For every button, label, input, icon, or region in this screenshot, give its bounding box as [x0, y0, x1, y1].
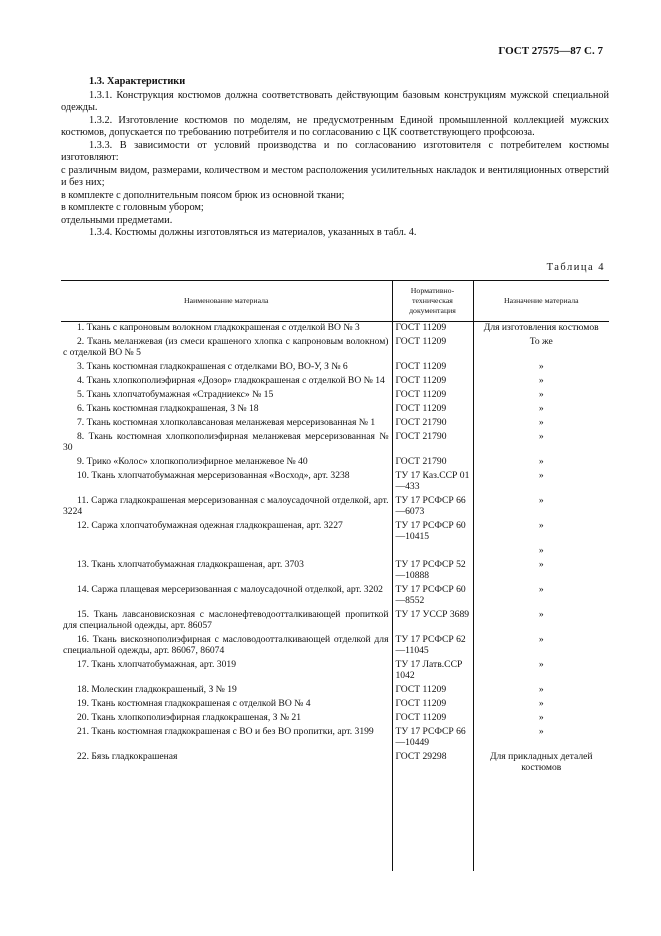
- documentation-cell: ТУ 17 Каз.ССР 01—433: [392, 470, 473, 495]
- purpose-cell: »: [538, 470, 544, 481]
- section-body: [61, 76, 609, 240]
- purpose-cell: »: [538, 559, 544, 570]
- table-row: [61, 375, 609, 389]
- page-header: ГОСТ 27575—87 С. 7: [498, 45, 603, 57]
- table-row: [61, 389, 609, 403]
- material-name: Ткань костюмная гладкокрашеная, З № 18: [86, 403, 259, 414]
- material-name-cell: [61, 495, 392, 520]
- header-documentation: Нормативно-техническая документация: [392, 281, 473, 322]
- material-name-cell: [61, 431, 392, 456]
- purpose-cell: »: [538, 456, 544, 467]
- material-name: Саржа хлопчатобумажная одежная гладкокрашеная, арт. 3227: [91, 520, 343, 531]
- material-name: Ткань с капроновым волокном гладкокрашеная с отделкой ВО № 3: [86, 322, 360, 333]
- row-number: 2.: [77, 336, 85, 347]
- material-name-cell: [61, 712, 392, 726]
- row-number: 22.: [77, 751, 89, 762]
- material-name-cell: [61, 609, 392, 634]
- table-row: [61, 684, 609, 698]
- purpose-cell: То же: [529, 336, 553, 347]
- material-name: Саржа плащевая мерсеризованная с малоусадочной отделкой, арт. 3202: [91, 584, 383, 595]
- material-name: Ткань хлопкополиэфирная гладкокрашеная, З № 21: [91, 712, 301, 723]
- material-name: Бязь гладкокрашеная: [91, 751, 178, 762]
- table-row: [61, 456, 609, 470]
- row-number: 17.: [77, 659, 89, 670]
- section-title: 1.3. Характеристики: [89, 76, 186, 87]
- purpose-cell: »: [538, 375, 544, 386]
- table-filler-row: [61, 776, 609, 871]
- empty-cell: [392, 545, 473, 559]
- purpose-cell: »: [538, 361, 544, 372]
- paragraph: в комплекте с головным убором;: [61, 202, 204, 213]
- paragraph: 1.3.1. Конструкция костюмов должна соответствовать действующим базовым конструкциям мужской специальной одежды.: [61, 89, 609, 113]
- purpose-cell: Для прикладных деталей костюмов: [489, 751, 593, 773]
- material-name: Ткань хлопчатобумажная, арт. 3019: [91, 659, 236, 670]
- table-row: [61, 470, 609, 495]
- material-name: Ткань костюмная хлопколавсановая меланжевая мерсеризованная № 1: [86, 417, 376, 428]
- documentation-cell: ГОСТ 21790: [392, 456, 473, 470]
- material-name-cell: [61, 403, 392, 417]
- material-name: Ткань хлопкополиэфирная «Дозор» гладкокрашеная с отделкой ВО № 14: [86, 375, 385, 386]
- table-row: [61, 751, 609, 776]
- documentation-cell: ГОСТ 29298: [392, 751, 473, 776]
- material-name-cell: [61, 751, 392, 776]
- row-number: 21.: [77, 726, 89, 737]
- material-name: Ткань лавсановискозная с маслонефтеводоотталкивающей пропиткой для специальной одежды, арт. 86057: [63, 609, 389, 631]
- material-name-cell: [61, 584, 392, 609]
- purpose-cell: »: [538, 495, 544, 506]
- row-number: 14.: [77, 584, 89, 595]
- table-row: [61, 361, 609, 375]
- paragraph: отдельными предметами.: [61, 214, 173, 226]
- purpose-cell: »: [538, 609, 544, 620]
- row-number: 16.: [77, 634, 89, 645]
- documentation-cell: ГОСТ 11209: [392, 389, 473, 403]
- material-name: Ткань костюмная гладкокрашеная с отделками ВО, ВО-У, З № 6: [86, 361, 348, 372]
- row-number: 11.: [77, 495, 89, 506]
- table-row: [61, 634, 609, 659]
- empty-cell: [61, 776, 392, 871]
- documentation-cell: ТУ 17 РСФСР 52—10888: [392, 559, 473, 584]
- documentation-cell: ТУ 17 Латв.ССР 1042: [392, 659, 473, 684]
- paragraph: 1.3.3. В зависимости от условий производства и по согласованию изготовителя с потребителем костюмы изготовляют:: [61, 139, 609, 163]
- material-name-cell: [61, 659, 392, 684]
- table-row: [61, 712, 609, 726]
- material-name: Саржа гладкокрашеная мерсеризованная с малоусадочной отделкой, арт. 3224: [63, 495, 389, 517]
- material-name-cell: [61, 698, 392, 712]
- material-name: Ткань хлопчатобумажная гладкокрашеная, арт. 3703: [91, 559, 304, 570]
- table-header-row: [61, 281, 609, 322]
- documentation-cell: ГОСТ 11209: [392, 698, 473, 712]
- documentation-cell: ТУ 17 РСФСР 60—8552: [392, 584, 473, 609]
- paragraph: в комплекте с дополнительным поясом брюк из основной ткани;: [61, 189, 345, 201]
- documentation-cell: ТУ 17 РСФСР 62—11045: [392, 634, 473, 659]
- documentation-cell: ГОСТ 11209: [392, 712, 473, 726]
- purpose-cell: »: [538, 712, 544, 723]
- material-name: Ткань костюмная гладкокрашеная с ВО и без ВО пропитки, арт. 3199: [91, 726, 374, 737]
- table-row: [61, 584, 609, 609]
- material-name-cell: [61, 684, 392, 698]
- material-name: Молескин гладкокрашеный, З № 19: [91, 684, 237, 695]
- table-row: [61, 698, 609, 712]
- documentation-cell: ГОСТ 11209: [392, 336, 473, 361]
- row-number: 5.: [77, 389, 85, 400]
- documentation-cell: ГОСТ 21790: [392, 417, 473, 431]
- documentation-cell: ГОСТ 11209: [392, 375, 473, 389]
- material-name: Ткань хлопчатобумажная мерсеризованная «Восход», арт. 3238: [91, 470, 350, 481]
- material-name-cell: [61, 520, 392, 545]
- paragraph: с различным видом, размерами, количеством и местом расположения усилительных накладок и вентиляционных отверстий и без них;: [61, 164, 609, 188]
- purpose-cell: »: [538, 417, 544, 428]
- material-name: Трико «Колос» хлопкополиэфирное меланжевое № 40: [86, 456, 308, 467]
- row-number: 3.: [77, 361, 85, 372]
- table-row: [61, 545, 609, 559]
- purpose-cell: »: [538, 403, 544, 414]
- table-caption: Таблица 4: [546, 262, 605, 273]
- table-row: [61, 726, 609, 751]
- purpose-cell: Для изготовления костюмов: [483, 322, 599, 333]
- table-row: [61, 609, 609, 634]
- purpose-cell: »: [538, 684, 544, 695]
- row-number: 20.: [77, 712, 89, 723]
- documentation-cell: ГОСТ 11209: [392, 361, 473, 375]
- row-number: 9.: [77, 456, 85, 467]
- row-number: 18.: [77, 684, 89, 695]
- paragraph: 1.3.4. Костюмы должны изготовляться из материалов, указанных в табл. 4.: [89, 227, 417, 238]
- row-number: 19.: [77, 698, 89, 709]
- documentation-cell: ГОСТ 11209: [392, 403, 473, 417]
- purpose-cell: »: [538, 698, 544, 709]
- material-name: Ткань хлопчатобумажная «Страдниекс» № 15: [86, 389, 274, 400]
- purpose-cell: »: [538, 659, 544, 670]
- material-name: Ткань вискознополиэфирная с масловодоотталкивающей отделкой для специальной одежды, арт. 86067, 86074: [63, 634, 389, 656]
- material-name-cell: [61, 375, 392, 389]
- table-row: [61, 559, 609, 584]
- materials-table: [61, 280, 609, 871]
- purpose-cell: »: [538, 520, 544, 531]
- row-number: 10.: [77, 470, 89, 481]
- purpose-cell: »: [538, 584, 544, 595]
- table-row: [61, 417, 609, 431]
- table-row: [61, 659, 609, 684]
- row-number: 15.: [77, 609, 89, 620]
- table-row: [61, 403, 609, 417]
- purpose-cell: »: [538, 545, 544, 556]
- paragraph: 1.3.2. Изготовление костюмов по моделям, не предусмотренным Единой промышленной коллекцией мужских костюмов, допускается по требованию потребителя и по согласованию с ЦК соответствующего профсоюза.: [61, 114, 609, 138]
- header-purpose: Назначение материала: [473, 281, 609, 322]
- documentation-cell: ГОСТ 21790: [392, 431, 473, 456]
- material-name: Ткань костюмная хлопкополиэфирная меланжевая мерсеризованная № 30: [63, 431, 389, 453]
- row-number: 8.: [77, 431, 85, 442]
- documentation-cell: ТУ 17 УССР 3689: [392, 609, 473, 634]
- empty-cell: [473, 776, 609, 871]
- empty-cell: [61, 545, 392, 559]
- material-name-cell: [61, 322, 392, 337]
- material-name-cell: [61, 470, 392, 495]
- material-name-cell: [61, 389, 392, 403]
- header-material: Наименование материала: [61, 281, 392, 322]
- material-name-cell: [61, 634, 392, 659]
- table-row: [61, 495, 609, 520]
- table-row: [61, 520, 609, 545]
- purpose-cell: »: [538, 431, 544, 442]
- row-number: 4.: [77, 375, 85, 386]
- material-name: Ткань меланжевая (из смеси крашеного хлопка с капроновым волокном) с отделкой ВО № 5: [63, 336, 389, 358]
- purpose-cell: »: [538, 634, 544, 645]
- row-number: 1.: [77, 322, 85, 333]
- table-row: [61, 322, 609, 337]
- row-number: 13.: [77, 559, 89, 570]
- row-number: 12.: [77, 520, 89, 531]
- purpose-cell: »: [538, 726, 544, 737]
- material-name-cell: [61, 417, 392, 431]
- material-name-cell: [61, 456, 392, 470]
- documentation-cell: ГОСТ 11209: [392, 684, 473, 698]
- material-name-cell: [61, 726, 392, 751]
- documentation-cell: ТУ 17 РСФСР 66—6073: [392, 495, 473, 520]
- table-row: [61, 336, 609, 361]
- table-row: [61, 431, 609, 456]
- documentation-cell: ТУ 17 РСФСР 60—10415: [392, 520, 473, 545]
- material-name-cell: [61, 336, 392, 361]
- purpose-cell: »: [538, 389, 544, 400]
- documentation-cell: ТУ 17 РСФСР 66—10449: [392, 726, 473, 751]
- documentation-cell: ГОСТ 11209: [392, 322, 473, 337]
- material-name-cell: [61, 559, 392, 584]
- material-name: Ткань костюмная гладкокрашеная с отделкой ВО № 4: [91, 698, 311, 709]
- row-number: 6.: [77, 403, 85, 414]
- empty-cell: [392, 776, 473, 871]
- row-number: 7.: [77, 417, 85, 428]
- material-name-cell: [61, 361, 392, 375]
